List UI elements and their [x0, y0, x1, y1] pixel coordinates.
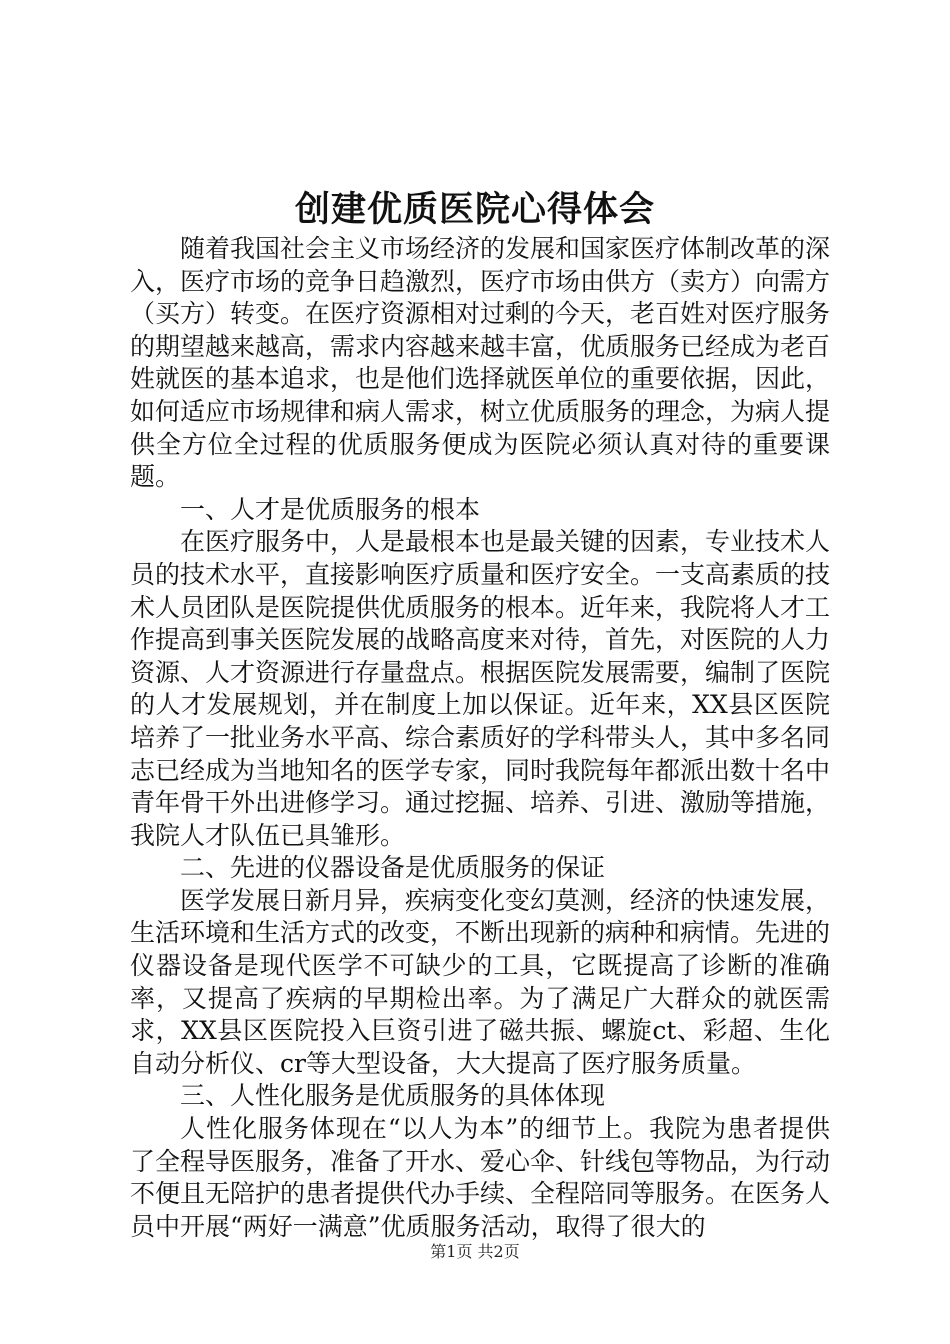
page-number-footer: 第1页 共2页 [430, 1242, 520, 1261]
document-title: 创建优质医院心得体会 [294, 189, 655, 230]
section-heading-2: 二、先进的仪器设备是优质服务的保证 [180, 853, 606, 883]
section-heading-1: 一、人才是优质服务的根本 [180, 494, 481, 524]
intro-paragraph: 随着我国社会主义市场经济的发展和国家医疗体制改革的深入，医疗市场的竞争日趋激烈，医疗市场由供方（卖方）向需方（买方）转变。在医疗资源相对过剩的今天，老百姓对医疗服务的期望越来越高，需求内容越来越丰富，优质服务已经成为老百姓就医的基本追求，也是他们选择就医单位的重要依据，因此，如何适应市场规律和病人需求，树立优质服务的理念，为病人提供全方位全过程的优质服务便成为医院必须认真对待的重要课题。 [130, 234, 831, 492]
section-paragraph-3: 人性化服务体现在“以人为本”的细节上。我院为患者提供了全程导医服务，准备了开水、爱心伞、针线包等物品，为行动不便且无陪护的患者提供代办手续、全程陪同等服务。在医务人员中开展“两好一满意”优质服务活动，取得了很大的 [130, 1114, 831, 1241]
document-body [130, 233, 830, 1243]
section-heading-3: 三、人性化服务是优质服务的具体体现 [180, 1081, 606, 1111]
section-paragraph-2: 医学发展日新月异，疾病变化变幻莫测，经济的快速发展，生活环境和生活方式的改变，不断出现新的病种和病情。先进的仪器设备是现代医学不可缺少的工具，它既提高了诊断的准确率，又提高了疾病的早期检出率。为了满足广大群众的就医需求，XX县区医院投入巨资引进了磁共振、螺旋ct、彩超、生化自动分析仪、cr等大型设备，大大提高了医疗服务质量。 [130, 885, 831, 1078]
section-paragraph-1: 在医疗服务中，人是最根本也是最关键的因素，专业技术人员的技术水平，直接影响医疗质量和医疗安全。一支高素质的技术人员团队是医院提供优质服务的根本。近年来，我院将人才工作提高到事关医院发展的战略高度来对待，首先，对医院的人力资源、人才资源进行存量盘点。根据医院发展需要，编制了医院的人才发展规划，并在制度上加以保证。近年来，XX县区医院培养了一批业务水平高、综合素质好的学科带头人，其中多名同志已经成为当地知名的医学专家，同时我院每年都派出数十名中青年骨干外出进修学习。通过挖掘、培养、引进、激励等措施，我院人才队伍已具雏形。 [130, 527, 831, 850]
